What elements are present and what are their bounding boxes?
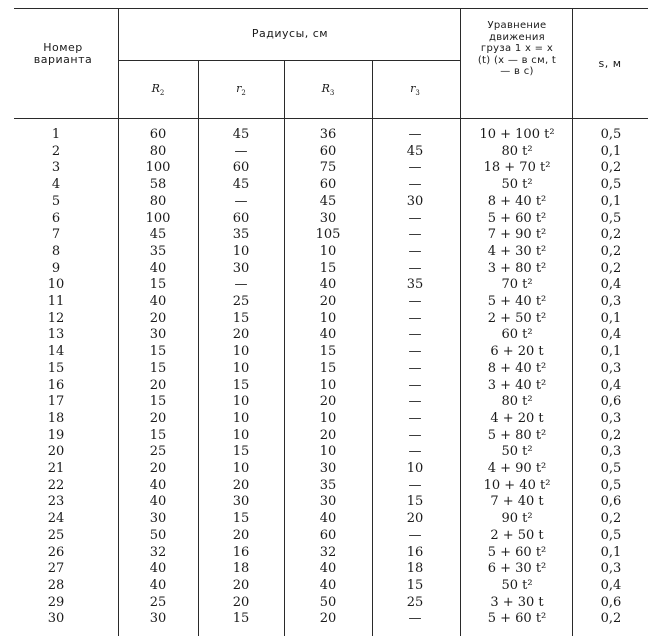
cell-R2: 50 [149, 528, 167, 543]
cell-r3: — [408, 528, 422, 543]
cell-R3: 32 [319, 545, 337, 560]
cell-R2: 58 [149, 177, 167, 192]
row-number: 13 [47, 327, 65, 342]
cell-r3: — [408, 294, 422, 309]
cell-r2: 25 [232, 294, 250, 309]
cell-equation: 50 t² [501, 444, 533, 459]
header-r3: $r_3$ [410, 82, 420, 98]
cell-r2: 16 [232, 545, 250, 560]
cell-R3: 36 [319, 127, 337, 142]
header-r2: $r_2$ [236, 82, 246, 98]
cell-R3: 20 [319, 611, 337, 626]
cell-r3: — [408, 478, 422, 493]
cell-r2: — [234, 194, 248, 209]
cell-R3: 40 [319, 561, 337, 576]
cell-r2: 15 [232, 378, 250, 393]
cell-equation: 2 + 50 t² [487, 311, 547, 326]
col-divider-6 [572, 8, 573, 636]
cell-r3: — [408, 428, 422, 443]
cell-r3: — [408, 378, 422, 393]
row-number: 24 [47, 511, 65, 526]
cell-R2: 30 [149, 611, 167, 626]
cell-R2: 15 [149, 394, 167, 409]
cell-r3: 25 [406, 595, 424, 610]
row-number: 10 [47, 277, 65, 292]
cell-equation: 2 + 50 t [490, 528, 544, 543]
row-number: 3 [51, 160, 61, 175]
cell-R2: 30 [149, 327, 167, 342]
cell-equation: 6 + 30 t² [487, 561, 547, 576]
cell-r2: 45 [232, 127, 250, 142]
cell-r3: — [408, 227, 422, 242]
cell-r2: 45 [232, 177, 250, 192]
cell-R3: 15 [319, 261, 337, 276]
cell-r3: — [408, 211, 422, 226]
row-number: 19 [47, 428, 65, 443]
cell-s: 0,2 [600, 227, 622, 242]
cell-equation: 18 + 70 t² [483, 160, 551, 175]
cell-R2: 15 [149, 428, 167, 443]
cell-R2: 32 [149, 545, 167, 560]
header-R3: $R_3$ [321, 82, 335, 98]
row-number: 15 [47, 361, 65, 376]
row-number: 28 [47, 578, 65, 593]
cell-s: 0,2 [600, 261, 622, 276]
row-number: 25 [47, 528, 65, 543]
cell-r2: 15 [232, 611, 250, 626]
row-number: 11 [47, 294, 65, 309]
header-s: s, м [598, 57, 622, 70]
cell-s: 0,3 [600, 411, 622, 426]
cell-equation: 7 + 90 t² [487, 227, 547, 242]
cell-R3: 60 [319, 528, 337, 543]
cell-equation: 5 + 60 t² [487, 545, 547, 560]
cell-equation: 5 + 40 t² [487, 294, 547, 309]
cell-r2: 20 [232, 528, 250, 543]
cell-r3: — [408, 361, 422, 376]
cell-R2: 35 [149, 244, 167, 259]
row-number: 2 [51, 144, 61, 159]
cell-r2: 10 [232, 411, 250, 426]
cell-equation: 50 t² [501, 578, 533, 593]
cell-r3: 35 [406, 277, 424, 292]
cell-r2: — [234, 277, 248, 292]
cell-r2: 20 [232, 595, 250, 610]
cell-equation: 50 t² [501, 177, 533, 192]
cell-s: 0,1 [600, 194, 622, 209]
cell-R3: 20 [319, 294, 337, 309]
cell-equation: 10 + 40 t² [483, 478, 551, 493]
cell-R2: 20 [149, 461, 167, 476]
cell-equation: 8 + 40 t² [487, 361, 547, 376]
cell-R2: 40 [149, 261, 167, 276]
cell-r2: 30 [232, 494, 250, 509]
cell-equation: 80 t² [501, 394, 533, 409]
cell-equation: 6 + 20 t [490, 344, 544, 359]
cell-s: 0,2 [600, 511, 622, 526]
cell-r2: 10 [232, 361, 250, 376]
cell-r3: — [408, 344, 422, 359]
cell-s: 0,1 [600, 545, 622, 560]
cell-R3: 10 [319, 244, 337, 259]
cell-s: 0,3 [600, 361, 622, 376]
cell-equation: 70 t² [501, 277, 533, 292]
row-number: 17 [47, 394, 65, 409]
row-number: 8 [51, 244, 61, 259]
cell-r3: — [408, 611, 422, 626]
cell-s: 0,6 [600, 494, 622, 509]
cell-r3: — [408, 327, 422, 342]
cell-R2: 40 [149, 578, 167, 593]
cell-R2: 40 [149, 494, 167, 509]
row-number: 4 [51, 177, 61, 192]
cell-s: 0,2 [600, 160, 622, 175]
cell-r2: 18 [232, 561, 250, 576]
cell-r3: — [408, 160, 422, 175]
cell-equation: 4 + 20 t [490, 411, 544, 426]
cell-r3: 45 [406, 144, 424, 159]
cell-r2: 15 [232, 444, 250, 459]
row-number: 30 [47, 611, 65, 626]
cell-r2: 35 [232, 227, 250, 242]
row-number: 27 [47, 561, 65, 576]
cell-R2: 25 [149, 595, 167, 610]
cell-s: 0,4 [600, 378, 622, 393]
cell-s: 0,3 [600, 294, 622, 309]
cell-r3: 30 [406, 194, 424, 209]
cell-R2: 15 [149, 361, 167, 376]
cell-r3: 15 [406, 578, 424, 593]
cell-r3: — [408, 261, 422, 276]
cell-R2: 45 [149, 227, 167, 242]
cell-R3: 15 [319, 361, 337, 376]
cell-s: 0,2 [600, 428, 622, 443]
cell-r2: 60 [232, 160, 250, 175]
cell-s: 0,2 [600, 611, 622, 626]
header-R2: $R_2$ [151, 82, 165, 98]
col-divider-5 [460, 8, 461, 636]
cell-r3: 20 [406, 511, 424, 526]
header-variant-number: Номер варианта [33, 41, 93, 66]
cell-r2: 10 [232, 461, 250, 476]
cell-s: 0,6 [600, 595, 622, 610]
cell-equation: 80 t² [501, 144, 533, 159]
cell-s: 0,4 [600, 327, 622, 342]
row-number: 14 [47, 344, 65, 359]
cell-r3: — [408, 444, 422, 459]
cell-equation: 4 + 90 t² [487, 461, 547, 476]
cell-R3: 105 [315, 227, 341, 242]
cell-s: 0,1 [600, 144, 622, 159]
cell-r2: 30 [232, 261, 250, 276]
cell-r2: 60 [232, 211, 250, 226]
cell-s: 0,5 [600, 211, 622, 226]
cell-R2: 20 [149, 378, 167, 393]
row-number: 12 [47, 311, 65, 326]
cell-r3: 10 [406, 461, 424, 476]
cell-s: 0,4 [600, 578, 622, 593]
header-radii: Радиусы, см [251, 27, 329, 40]
row-number: 1 [51, 127, 61, 142]
cell-R2: 20 [149, 311, 167, 326]
row-number: 18 [47, 411, 65, 426]
row-number: 29 [47, 595, 65, 610]
cell-s: 0,5 [600, 478, 622, 493]
cell-R3: 10 [319, 311, 337, 326]
cell-r2: 15 [232, 311, 250, 326]
cell-equation: 5 + 60 t² [487, 211, 547, 226]
cell-R3: 40 [319, 277, 337, 292]
cell-R2: 15 [149, 277, 167, 292]
cell-equation: 90 t² [501, 511, 533, 526]
cell-s: 0,6 [600, 394, 622, 409]
cell-s: 0,3 [600, 561, 622, 576]
cell-R3: 15 [319, 344, 337, 359]
cell-R3: 10 [319, 378, 337, 393]
cell-R3: 10 [319, 411, 337, 426]
subheader-rule [118, 60, 460, 61]
row-number: 5 [51, 194, 61, 209]
cell-r3: 15 [406, 494, 424, 509]
cell-R3: 40 [319, 327, 337, 342]
cell-r3: — [408, 394, 422, 409]
cell-R3: 75 [319, 160, 337, 175]
cell-R3: 60 [319, 177, 337, 192]
cell-r3: — [408, 311, 422, 326]
cell-r2: 20 [232, 327, 250, 342]
cell-R3: 40 [319, 578, 337, 593]
cell-R2: 15 [149, 344, 167, 359]
cell-equation: 5 + 60 t² [487, 611, 547, 626]
cell-r2: — [234, 144, 248, 159]
cell-equation: 8 + 40 t² [487, 194, 547, 209]
cell-R2: 60 [149, 127, 167, 142]
top-rule [14, 8, 648, 9]
header-bottom-rule [14, 118, 648, 119]
row-number: 22 [47, 478, 65, 493]
row-number: 26 [47, 545, 65, 560]
cell-s: 0,5 [600, 127, 622, 142]
row-number: 6 [51, 211, 61, 226]
cell-equation: 10 + 100 t² [479, 127, 555, 142]
cell-s: 0,4 [600, 277, 622, 292]
row-number: 9 [51, 261, 61, 276]
cell-r3: — [408, 127, 422, 142]
row-number: 16 [47, 378, 65, 393]
cell-r2: 20 [232, 578, 250, 593]
cell-equation: 3 + 30 t [490, 595, 544, 610]
cell-R2: 100 [145, 160, 171, 175]
cell-R2: 25 [149, 444, 167, 459]
cell-s: 0,5 [600, 461, 622, 476]
cell-R3: 30 [319, 211, 337, 226]
cell-R2: 40 [149, 478, 167, 493]
cell-r2: 10 [232, 394, 250, 409]
row-number: 7 [51, 227, 61, 242]
cell-R2: 40 [149, 294, 167, 309]
cell-s: 0,5 [600, 177, 622, 192]
cell-r2: 15 [232, 511, 250, 526]
cell-r3: — [408, 411, 422, 426]
cell-R3: 40 [319, 511, 337, 526]
cell-R3: 35 [319, 478, 337, 493]
cell-R2: 30 [149, 511, 167, 526]
cell-equation: 5 + 80 t² [487, 428, 547, 443]
cell-equation: 3 + 40 t² [487, 378, 547, 393]
cell-s: 0,2 [600, 244, 622, 259]
cell-s: 0,5 [600, 528, 622, 543]
header-equation: Уравнение движения груза 1 x = x (t) (x — в см, t — в с) [477, 20, 557, 77]
cell-R2: 20 [149, 411, 167, 426]
cell-R3: 10 [319, 444, 337, 459]
cell-r3: — [408, 177, 422, 192]
cell-equation: 3 + 80 t² [487, 261, 547, 276]
cell-s: 0,1 [600, 344, 622, 359]
cell-R3: 45 [319, 194, 337, 209]
cell-equation: 7 + 40 t [490, 494, 544, 509]
cell-r3: 18 [406, 561, 424, 576]
cell-R2: 80 [149, 144, 167, 159]
cell-R2: 80 [149, 194, 167, 209]
cell-R3: 20 [319, 428, 337, 443]
cell-equation: 60 t² [501, 327, 533, 342]
cell-R2: 100 [145, 211, 171, 226]
cell-r2: 10 [232, 244, 250, 259]
cell-r3: — [408, 244, 422, 259]
cell-r2: 20 [232, 478, 250, 493]
cell-r3: 16 [406, 545, 424, 560]
cell-s: 0,1 [600, 311, 622, 326]
cell-equation: 4 + 30 t² [487, 244, 547, 259]
row-number: 23 [47, 494, 65, 509]
cell-R3: 20 [319, 394, 337, 409]
cell-s: 0,3 [600, 444, 622, 459]
cell-R3: 50 [319, 595, 337, 610]
cell-R3: 30 [319, 494, 337, 509]
row-number: 20 [47, 444, 65, 459]
cell-R3: 30 [319, 461, 337, 476]
cell-R3: 60 [319, 144, 337, 159]
row-number: 21 [47, 461, 65, 476]
cell-r2: 10 [232, 428, 250, 443]
cell-r2: 10 [232, 344, 250, 359]
cell-R2: 40 [149, 561, 167, 576]
